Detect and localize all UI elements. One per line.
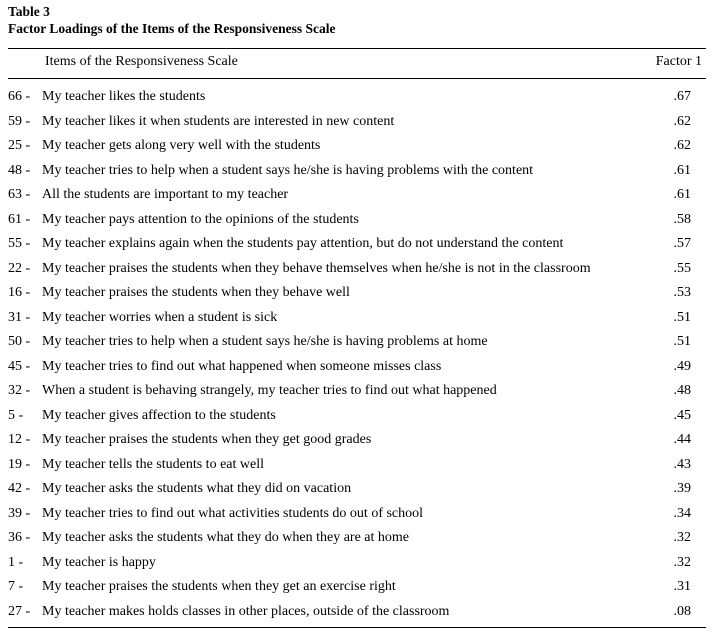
table-row — [8, 159, 706, 184]
factor-loading: .08 — [673, 603, 691, 619]
factor-loading: .49 — [673, 358, 691, 374]
item-text: My teacher explains again when the students pay attention, but do not understand the content — [42, 236, 564, 251]
item-text: My teacher tries to find out what activities students do out of school — [42, 505, 424, 521]
item-text: My teacher worries when a student is sick — [42, 309, 278, 325]
item-text: My teacher pays attention to the opinions of the students — [42, 211, 359, 227]
table-row — [8, 208, 706, 233]
item-number: 48 - — [8, 162, 31, 178]
factor-loading: .45 — [673, 407, 691, 423]
item-number: 12 - — [8, 432, 31, 447]
table-row — [8, 502, 706, 527]
table-row — [8, 110, 706, 135]
table-row — [8, 257, 706, 282]
item-number: 25 - — [8, 138, 31, 153]
factor-loading: .61 — [673, 187, 691, 202]
factor-loading: .51 — [673, 334, 691, 349]
table-row — [8, 428, 706, 453]
factor-loading: .48 — [673, 383, 691, 398]
factor-loading: .43 — [673, 456, 691, 472]
item-text: My teacher makes holds classes in other places, outside of the classroom — [42, 603, 450, 619]
table-body — [8, 85, 706, 624]
item-number: 5 - — [8, 407, 24, 423]
item-text: My teacher tells the students to eat well — [42, 456, 264, 472]
item-text: My teacher gets along very well with the students — [42, 138, 321, 153]
table-row — [8, 379, 706, 404]
item-number: 1 - — [8, 554, 24, 570]
factor-loading: .32 — [673, 554, 691, 570]
table-row — [8, 453, 706, 478]
item-text: My teacher tries to help when a student says he/she is having problems at home — [42, 334, 488, 349]
item-text: All the students are important to my teacher — [42, 187, 289, 202]
item-number: 39 - — [8, 505, 31, 521]
item-number: 66 - — [8, 89, 31, 104]
factor-loadings-table — [8, 3, 706, 628]
item-text: My teacher tries to find out what happened when someone misses class — [42, 358, 442, 374]
item-text: My teacher asks the students what they did on vacation — [42, 481, 352, 496]
factor-loading: .39 — [673, 481, 691, 496]
item-number: 45 - — [8, 358, 31, 374]
factor-loading: .32 — [673, 530, 691, 545]
table-row — [8, 183, 706, 208]
table-row — [8, 404, 706, 429]
table-row — [8, 600, 706, 625]
factor-loading: .34 — [673, 505, 691, 521]
table-row — [8, 330, 706, 355]
column-header-items: Items of the Responsiveness Scale — [45, 54, 238, 69]
item-number: 50 - — [8, 334, 31, 349]
item-number: 27 - — [8, 603, 31, 619]
factor-loading: .44 — [673, 432, 691, 447]
item-text: My teacher praises the students when they get an exercise right — [42, 579, 396, 594]
item-text: My teacher likes it when students are interested in new content — [42, 113, 395, 129]
table-row — [8, 575, 706, 600]
item-text: My teacher praises the students when they behave themselves when he/she is not in the classroom — [42, 260, 591, 276]
table-row — [8, 134, 706, 159]
item-number: 32 - — [8, 383, 31, 398]
factor-loading: .58 — [673, 211, 691, 227]
item-text: My teacher likes the students — [42, 89, 206, 104]
factor-loading: .67 — [673, 89, 691, 104]
factor-loading: .62 — [673, 113, 691, 129]
item-number: 42 - — [8, 481, 31, 496]
table-row — [8, 306, 706, 331]
table-row — [8, 281, 706, 306]
item-number: 31 - — [8, 309, 31, 325]
table-row — [8, 477, 706, 502]
table-row — [8, 85, 706, 110]
item-text: My teacher praises the students when they behave well — [42, 285, 350, 300]
factor-loading: .61 — [673, 162, 691, 178]
item-text: My teacher is happy — [42, 554, 156, 570]
header-rule — [8, 78, 706, 79]
bottom-rule — [8, 627, 706, 628]
item-number: 59 - — [8, 113, 31, 129]
table-row — [8, 551, 706, 576]
item-text: When a student is behaving strangely, my teacher tries to find out what happened — [42, 383, 497, 398]
factor-loading: .62 — [673, 138, 691, 153]
item-number: 55 - — [8, 236, 31, 251]
item-number: 36 - — [8, 530, 31, 545]
table-title: Factor Loadings of the Items of the Responsiveness Scale — [8, 21, 336, 36]
factor-loading: .31 — [673, 579, 691, 594]
item-number: 22 - — [8, 260, 31, 276]
factor-loading: .55 — [673, 260, 691, 276]
item-number: 19 - — [8, 456, 31, 472]
table-row — [8, 232, 706, 257]
column-header-factor: Factor 1 — [655, 54, 702, 69]
factor-loading: .57 — [673, 236, 691, 251]
item-text: My teacher tries to help when a student says he/she is having problems with the content — [42, 162, 534, 178]
item-number: 16 - — [8, 285, 31, 300]
item-text: My teacher praises the students when they get good grades — [42, 432, 372, 447]
item-number: 7 - — [8, 579, 24, 594]
table-row — [8, 355, 706, 380]
table-number: Table 3 — [8, 4, 50, 19]
item-number: 61 - — [8, 211, 31, 227]
table-header-row — [8, 49, 706, 75]
table-row — [8, 526, 706, 551]
item-text: My teacher asks the students what they do when they are at home — [42, 530, 410, 545]
item-number: 63 - — [8, 187, 31, 202]
item-text: My teacher gives affection to the students — [42, 407, 276, 423]
factor-loading: .51 — [673, 309, 691, 325]
factor-loading: .53 — [673, 285, 691, 300]
